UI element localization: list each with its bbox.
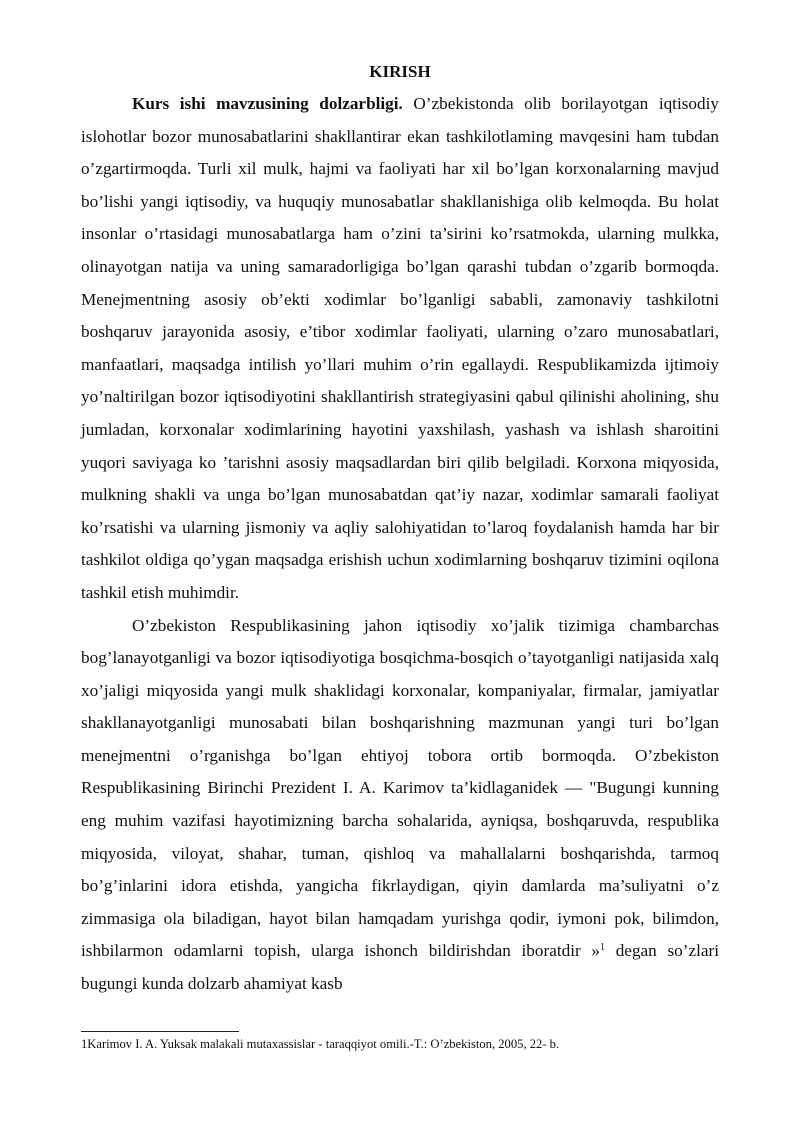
footnote-separator: [81, 1031, 239, 1032]
paragraph-1: [81, 88, 719, 610]
paragraph-2: [81, 610, 719, 1001]
footnote-reference: 1: [600, 942, 606, 954]
document-body: [81, 88, 719, 1001]
footnote: 1Karimov I. A. Yuksak malakali mutaxassislar - taraqqiyot omili.-T.: O’zbekiston, 2005, 22- b.: [81, 1037, 560, 1051]
paragraph-2-text: O’zbekiston Respublikasining jahon iqtisodiy xo’jalik tizimiga chambarchas bog’lanayotganligi va bozor iqtisodiyotiga bosqichma-bosqich o’tayotganligi natijasida xalq xo’jaligi miqyosida yangi mulk shaklidagi korxonalar, kompaniyalar, firmalar, jamiyatlar shakllanayotganligi munosabati bilan boshqarishning mazmunan yangi turi bo’lgan menejmentni o’rganishga bo’lgan ehtiyoj tobora ortib bormoqda. O’zbekiston Respublikasining Birinchi Prezident I. A. Karimov ta’kidlaganidek — "Bugungi kunning eng muhim vazifasi hayotimizning barcha sohalarida, ayniqsa, boshqaruvda, respublika miqyosida, viloyat, shahar, tuman, qishloq va mahallalarni boshqarishda, tarmoq bo’g’inlarini idora etishda, yangicha fikrlaydigan, qiyin damlarda ma’suliyatni o’z zimmasiga ola biladigan, hayot bilan hamqadam yurishga qodir, iymoni pok, bilimdon, ishbilarmon odamlarni topish, ularga ishonch bildirishdan iboratdir »: [81, 615, 719, 961]
paragraph-1-lead: Kurs ishi mavzusining dolzarbligi.: [132, 94, 403, 113]
page-title: KIRISH: [369, 62, 431, 81]
paragraph-2-text-after: degan so’zlari bugungi kunda dolzarb ahamiyat kasb: [81, 941, 719, 994]
paragraph-1-text: O’zbekistonda olib borilayotgan iqtisodiy islohotlar bozor munosabatlarini shakllantirar ekan tashkilotlaming mavqesini ham tubdan o’zgartirmoqda. Turli xil mulk, hajmi va faoliyati har xil bo’lgan korxonalarning mavjud bo’lishi yangi iqtisodiy, va huquqiy munosabatlar shakllanishiga olib kelmoqda. Bu holat insonlar o’rtasidagi munosabatlarga ham o’zini ta’sirini ko’rsatmokda, ularning mulkka, olinayotgan natija va uning samaradorligiga bo’lgan qarashi tubdan o’zgarib bormoqda. Menejmentning asosiy ob’ekti xodimlar bo’lganligi sababli, zamonaviy tashkilotni boshqaruv jarayonida asosiy, e’tibor xodimlar faoliyati, ularning o’zaro munosabatlari, manfaatlari, maqsadga intilish yo’llari muhim o’rin egallaydi. Respublikamizda ijtimoiy yo’naltirilgan bozor iqtisodiyotini shakllantirish strategiyasini qabul qilinishi aholining, shu jumladan, korxonalar xodimlarining hayotini yaxshilash, yashash va ishlash sharoitini yuqori saviyaga ko ’tarishni asosiy maqsadlardan biri qilib belgiladi. Korxona miqyosida, mulkning shakli va unga bo’lgan munosabatdan qat’iy nazar, xodimlar samarali faoliyat ko’rsatishi va ularning jismoniy va aqliy salohiyatidan to’laroq foydalanish hamda har bir tashkilot oldiga qo’ygan maqsadga erishish uchun xodimlarning boshqaruv tizimini oqilona tashkil etish muhimdir.: [81, 94, 719, 602]
